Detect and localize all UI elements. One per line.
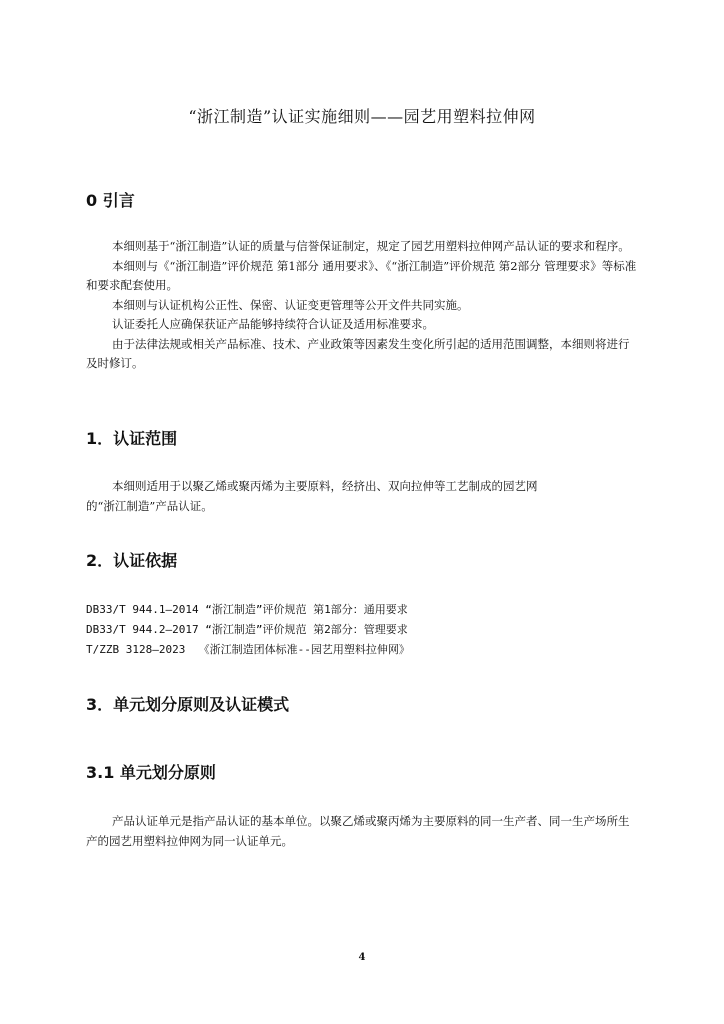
paragraph: 本细则基于“浙江制造”认证的质量与信誉保证制定，规定了园艺用塑料拉伸网产品认证的要求和程序。 (112, 239, 630, 253)
reference-list (86, 600, 638, 660)
paragraph: 本细则适用于以聚乙烯或聚丙烯为主要原料，经挤出、双向拉伸等工艺制成的园艺网 (112, 479, 538, 493)
paragraph: 产品认证单元是指产品认证的基本单位。以聚乙烯或聚丙烯为主要原料的同一生产者、同一生产场所生产的园艺用塑料拉伸网为同一认证单元。 (86, 814, 630, 848)
document-title: “浙江制造”认证实施细则——园艺用塑料拉伸网 (188, 107, 536, 126)
section-3-1-body (86, 812, 638, 851)
paragraph: 认证委托人应确保获证产品能够持续符合认证及适用标准要求。 (112, 317, 434, 331)
reference-item: DB33/T 944.2—2017 “浙江制造”评价规范 第2部分：管理要求 (86, 623, 408, 636)
paragraph: 本细则与认证机构公正性、保密、认证变更管理等公开文件共同实施。 (112, 297, 469, 312)
page-number: 4 (358, 952, 366, 963)
reference-item: T/ZZB 3128—2023 《浙江制造团体标准--园艺用塑料拉伸网》 (86, 643, 410, 656)
section-1-body (86, 477, 638, 516)
paragraph: 的“浙江制造”产品认证。 (86, 498, 213, 513)
section-3-heading: 3．单元划分原则及认证模式 (86, 695, 290, 714)
paragraph: 本细则与《“浙江制造”评价规范 第1部分 通用要求》、《“浙江制造”评价规范 第2部分 管理要求》等标准和要求配套使用。 (86, 258, 637, 292)
section-0-heading: 0 引言 (86, 191, 135, 210)
section-0-body (86, 237, 638, 374)
section-1-heading: 1．认证范围 (86, 429, 178, 448)
section-2-heading: 2．认证依据 (86, 551, 178, 570)
section-3-1-heading: 3.1 单元划分原则 (86, 763, 216, 782)
reference-item: DB33/T 944.1—2014 “浙江制造”评价规范 第1部分：通用要求 (86, 603, 408, 616)
paragraph: 由于法律法规或相关产品标准、技术、产业政策等因素发生变化所引起的适用范围调整，本细则将进行及时修订。 (86, 336, 630, 370)
